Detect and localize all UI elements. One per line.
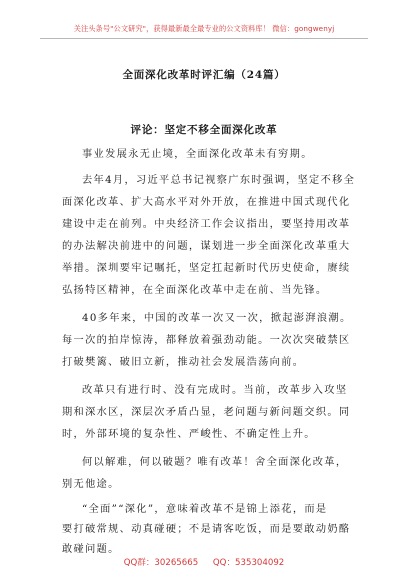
footer-contact [0,556,408,568]
section-title: 评论：坚定不移全面深化改革 [130,124,278,136]
paragraph-line: 的办法解决前进中的问题，谋划进一步全面深化改革重大 [62,241,351,252]
paragraph-line: 敢碰问题。 [62,544,120,555]
paragraph-line: 期和深水区，深层次矛盾凸显，老问题与新问题交织。同 [62,407,351,418]
header-banner: 关注头条号"公文研究"，获得最新最全最专业的公文资料库！ 微信：gongwenyj [73,24,335,33]
paragraph-line: 每一次的拍岸惊涛，都释放着强劲动能。一次次突破禁区 [62,335,351,346]
paragraph-line: 去年4月，习近平总书记视察广东时强调，坚定不移全 [82,175,356,186]
paragraph-line: 改革只有进行时、没有完成时。当前，改革步入攻坚 [82,385,348,396]
paragraph-line: 打破樊篱、破旧立新，推动社会发展浩荡向前。 [62,357,305,368]
paragraph-line: “全面”“深化”，意味着改革不是锦上添花，而是 [82,504,328,515]
paragraph-line: 面深化改革、扩大高水平对外开放，在推进中国式现代化 [62,197,351,208]
paragraph-line: 举措。深圳要牢记嘱托，坚定扛起新时代历史使命，赓续 [62,263,351,274]
header-divider [40,38,368,39]
paragraph-line: 别无他途。 [62,479,120,490]
footer-qq: QQ：535304092 [212,558,285,568]
paragraph-line: 时，外部环境的复杂性、严峻性、不确定性上升。 [62,429,316,440]
document-title: 全面深化改革时评汇编（24篇） [122,69,286,81]
paragraph-line: 建设中走在前列。中央经济工作会议指出，要坚持用改革 [62,219,351,230]
footer-qq-group: QQ群：30265665 [123,558,199,568]
paragraph-line: 40多年来，中国的改革一次又一次，掀起澎湃浪潮。 [82,313,352,324]
paragraph-line: 何以解难，何以破题？唯有改革！舍全面深化改革， [82,457,348,468]
paragraph-line: 要打破常规、动真碰硬；不是请客吃饭，而是要敢动奶酪 [62,524,351,535]
paragraph-line: 事业发展永无止境，全面深化改革未有穷期。 [82,149,313,160]
paragraph-line: 弘扬特区精神，在全面深化改革中走在前、当先锋。 [62,285,328,296]
